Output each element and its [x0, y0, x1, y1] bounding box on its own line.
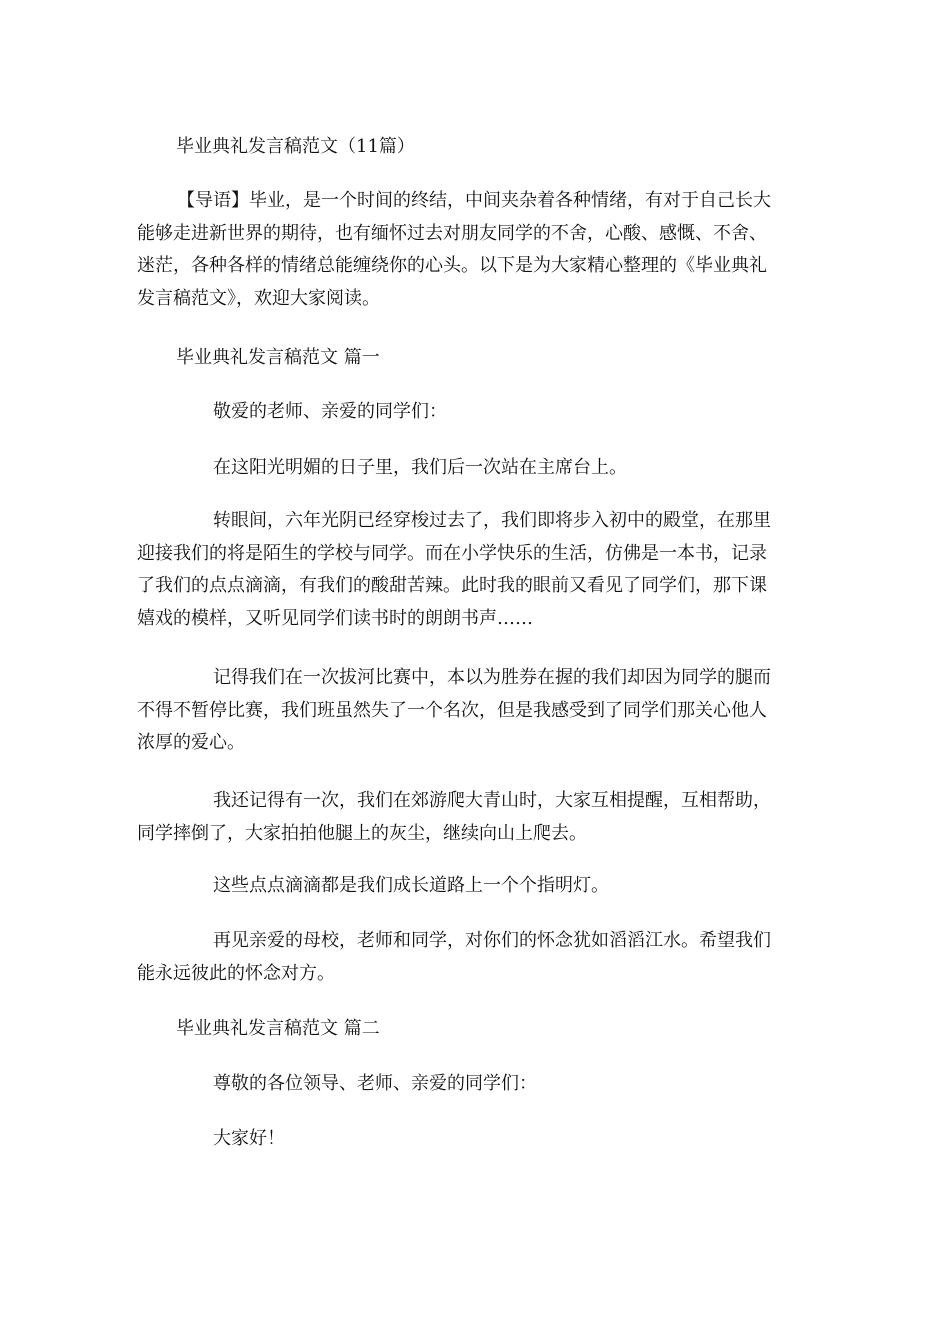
- paragraph-line: 了我们的点点滴滴，有我们的酸甜苦辣。此时我的眼前又看见了同学们，那下课: [137, 575, 767, 596]
- document-title: 毕业典礼发言稿范文（11篇）: [176, 136, 415, 157]
- intro-line: 【导语】毕业，是一个时间的终结，中间夹杂着各种情绪，有对于自己长大: [177, 190, 771, 211]
- paragraph: 这些点点滴滴都是我们成长道路上一个个指明灯。: [213, 875, 609, 896]
- section-heading: 毕业典礼发言稿范文 篇一: [176, 347, 380, 368]
- intro-paragraph: [137, 185, 809, 315]
- paragraph-line: 我还记得有一次，我们在郊游爬大青山时，大家互相提醒，互相帮助，: [213, 790, 771, 811]
- paragraph-line: 转眼间，六年光阴已经穿梭过去了，我们即将步入初中的殿堂，在那里: [213, 510, 771, 531]
- intro-line: 迷茫，各种各样的情绪总能缠绕你的心头。以下是为大家精心整理的《毕业典礼: [137, 255, 767, 276]
- intro-line: 发言稿范文》，欢迎大家阅读。: [137, 287, 380, 309]
- paragraph-line: 不得不暂停比赛，我们班虽然失了一个名次，但是我感受到了同学们那关心他人: [137, 699, 767, 721]
- paragraph: [137, 785, 809, 850]
- paragraph-line: 嬉戏的模样，又听见同学们读书时的朗朗书声……: [137, 607, 533, 629]
- section-heading: 毕业典礼发言稿范文 篇二: [176, 1018, 380, 1039]
- paragraph-line: 再见亲爱的母校，老师和同学，对你们的怀念犹如滔滔江水。希望我们: [213, 930, 771, 951]
- paragraph-line: 迎接我们的将是陌生的学校与同学。而在小学快乐的生活，仿佛是一本书，记录: [137, 542, 767, 564]
- intro-line: 能够走进新世界的期待，也有缅怀过去对朋友同学的不舍，心酸、感慨、不舍、: [137, 222, 767, 244]
- paragraph: [137, 505, 809, 635]
- paragraph-line: 同学摔倒了，大家拍拍他腿上的灰尘，继续向山上爬去。: [137, 822, 587, 844]
- paragraph-line: 记得我们在一次拔河比赛中，本以为胜券在握的我们却因为同学的腿而: [213, 667, 771, 688]
- greeting: 敬爱的老师、亲爱的同学们：: [213, 401, 447, 422]
- paragraph-line: 能永远彼此的怀念对方。: [137, 962, 335, 984]
- paragraph: [137, 925, 809, 990]
- greeting: 尊敬的各位领导、老师、亲爱的同学们：: [213, 1073, 537, 1094]
- paragraph-line: 浓厚的爱心。: [137, 732, 245, 753]
- paragraph: [137, 662, 809, 760]
- paragraph: 在这阳光明媚的日子里，我们后一次站在主席台上。: [213, 457, 627, 478]
- paragraph: 大家好！: [213, 1128, 285, 1149]
